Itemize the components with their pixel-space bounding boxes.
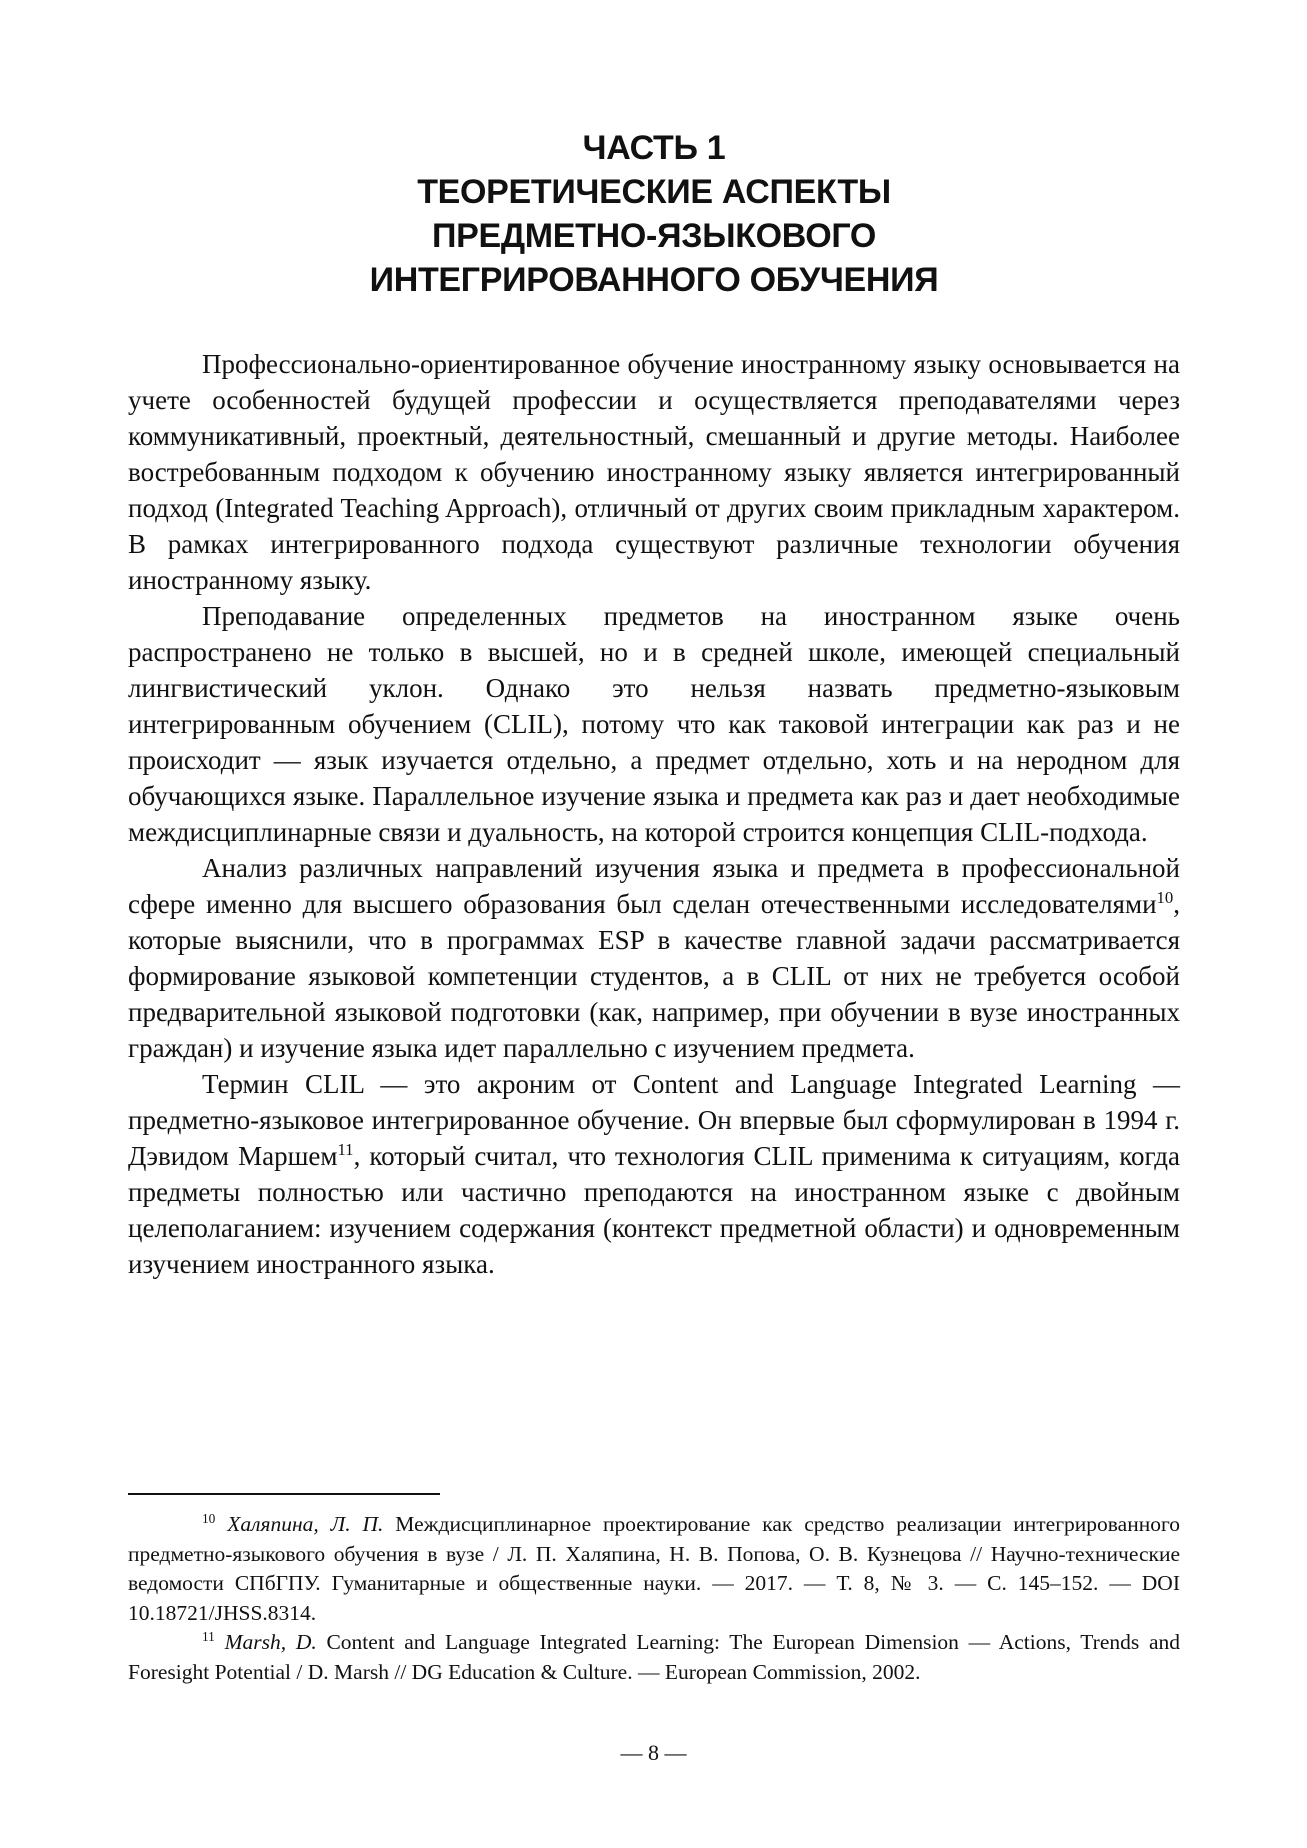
paragraph-3 [128, 850, 1180, 1066]
footnote-text: Междисциплинарное проектирование как средство реализации интегрированного предметно-языкового обучения в вузе / Л. П. Халяпина, Н. В. Попова, О. В. Кузнецова // Научно-технические ведомости СПбГПУ. Гуманитарные и общественные науки. — 2017. — Т. 8, № 3. — С. 145–152. — DOI 10.18721/JHSS.8314. [128, 1512, 1180, 1625]
paragraph-2: Преподавание определенных предметов на иностранном языке очень распространено не только в высшей, но и в средней школе, имеющей специальный лингвистический уклон. Однако это нельзя назвать предметно-языковым интегрированным обучением (CLIL), потому что как таковой интеграции как раз и не происходит — язык изучается отдельно, а предмет отдельно, хоть и на неродном для обучающихся языке. Параллельное изучение языка и предмета как раз и дает необходимые междисциплинарные связи и дуальность, на которой строится концепция CLIL-подхода. [128, 601, 1180, 847]
footnotes [128, 1510, 1180, 1687]
footnote-10 [128, 1510, 1180, 1628]
footnote-11 [128, 1628, 1180, 1687]
chapter-title-line-3: ИНТЕГРИРОВАННОГО ОБУЧЕНИЯ [369, 261, 939, 299]
page-number: — 8 — [620, 1740, 687, 1765]
paragraph-4-text-b: , который считал, что технология CLIL применима к ситуациям, когда предметы полностью или частично преподаются на иностранном языке с двойным целеполаганием: изучением содержания (контекст предметной области) и одновременным изучением иностранного языка. [128, 1141, 1180, 1279]
paragraph-3-text-b: , которые выяснили, что в программах ESP в качестве главной задачи рассматривается формирование языковой компетенции студентов, а в CLIL от них не требуется особой предварительной языковой подготовки (как, например, при обучении в вузе иностранных граждан) и изучение языка идет параллельно с изучением предмета. [128, 889, 1180, 1063]
paragraph-4-text-a: Термин CLIL — это акроним от Content and Language Integrated Learning — предметно-языковое интегрированное обучение. Он впервые был сформулирован в 1994 г. Дэвидом Маршем [128, 1069, 1180, 1171]
footnote-ref-11: 11 [337, 1140, 354, 1159]
footnote-separator [128, 1493, 440, 1495]
footnote-number: 10 [202, 1510, 216, 1526]
footnote-author: Халяпина, Л. П. [227, 1512, 384, 1536]
chapter-part-label: ЧАСТЬ 1 [582, 129, 726, 167]
footnote-author: Marsh, D. [224, 1630, 317, 1654]
paragraph-4 [128, 1066, 1180, 1282]
paragraph-1: Профессионально-ориентированное обучение иностранному языку основывается на учете особенностей будущей профессии и осуществляется преподавателями через коммуникативный, проектный, деятельностный, смешанный и другие методы. Наиболее востребованным подходом к обучению иностранному языку является интегрированный подход (Integrated Teaching Approach), отличный от других своим прикладным характером. В рамках интегрированного подхода существуют различные технологии обучения иностранному языку. [128, 349, 1180, 595]
footnote-number: 11 [202, 1628, 215, 1644]
paragraph-3-text-a: Анализ различных направлений изучения языка и предмета в профессиональной сфере именно для высшего образования был сделан отечественными исследователями [128, 853, 1180, 919]
chapter-title-line-2: ПРЕДМЕТНО-ЯЗЫКОВОГО [431, 217, 877, 255]
footnote-text: Content and Language Integrated Learning: The European Dimension — Actions, Trends and Foresight Potential / D. Marsh // DG Education & Culture. — European Commission, 2002. [128, 1630, 1181, 1684]
chapter-title-line-1: ТЕОРЕТИЧЕСКИЕ АСПЕКТЫ [417, 173, 891, 211]
chapter-heading [128, 126, 1180, 302]
footnote-ref-10: 10 [1156, 888, 1174, 907]
body-text [128, 346, 1180, 1282]
